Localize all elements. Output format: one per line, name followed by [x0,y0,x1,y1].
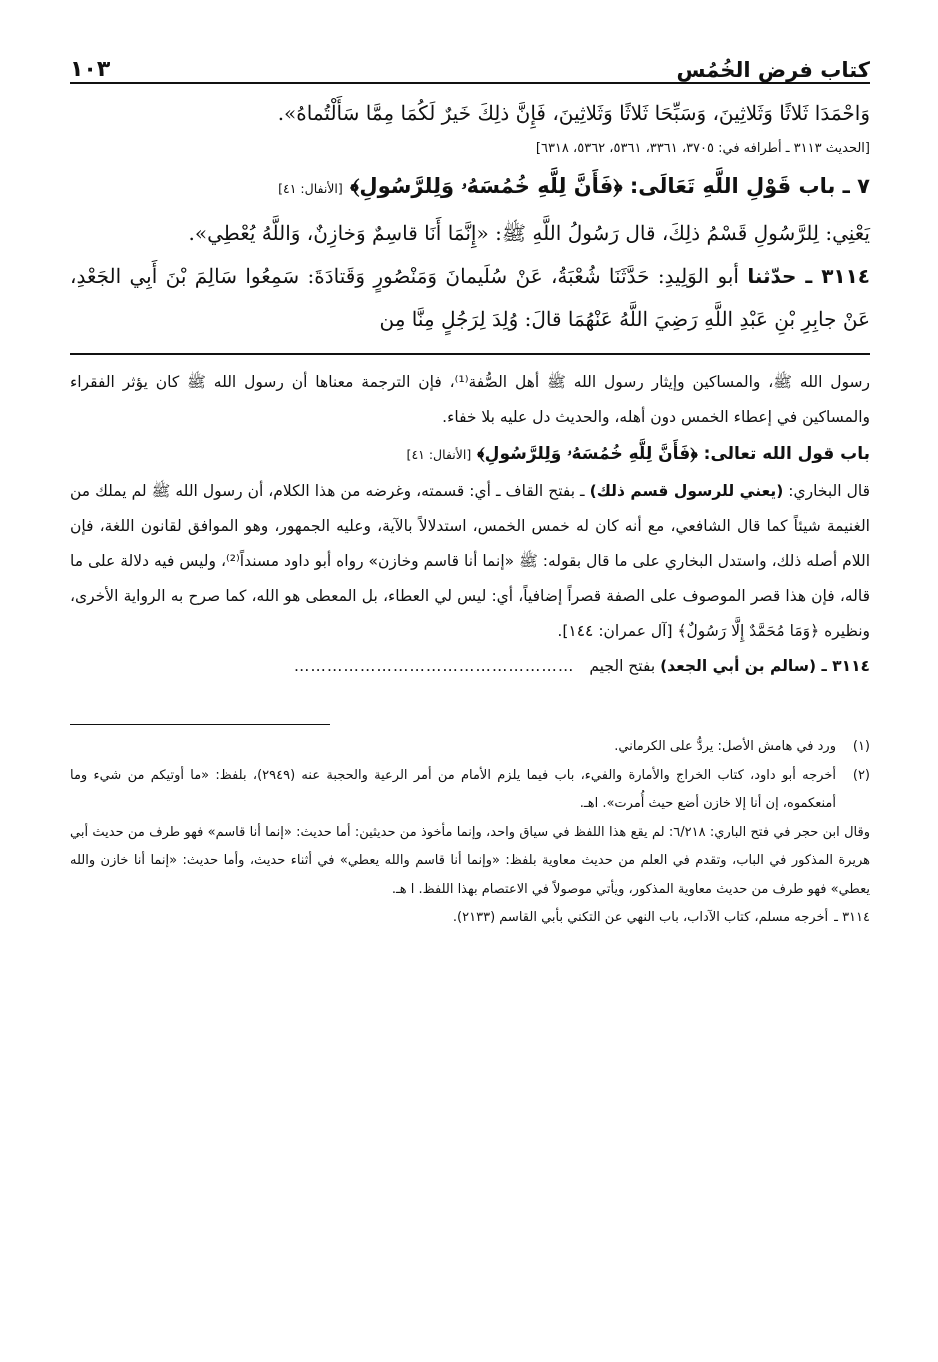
commentary-heading-title: باب قول الله تعالى: ﴿فَأَنَّ لِلَّهِ خُمُسَهُۥ وَلِلرَّسُولِ﴾ [477,444,870,464]
footnote-text: أخرجه مسلم، كتاب الآداب، باب النهي عن التكني بأبي القاسم (٢١٣٣). [452,910,829,925]
footnote-divider [70,724,330,725]
main-text [70,92,870,341]
commentary-body: ـ بفتح القاف ـ أي: قسمته، وغرضه من هذا الكلام، أن رسول الله ﷺ لم يملك من الغنيمة شيئاً كما قال الشافعي، مع أنه كان له خمس الخمس، استدلالاً بالآية، وعليه الجمهور، وهو الموافق لقانون اللغة، فإن اللام أصله ذلك، واستدل البخاري على ما قال بقوله: ﷺ «إنما أنا قاسم وخازن» رواه أبو داود مسنداً⁽²⁾، وليس فيه دلالة على ما قاله، فإن هذا قصر الموصوف على الصفة قصراً إضافياً، أي: ليس لي العطاء، بل المعطى هو الله، كما صرح به الرواية الأخرى، ونظيره ﴿وَمَا مُحَمَّدٌ إِلَّا رَسُولٌ﴾ [آل عمران: ١٤٤]. [70,482,870,640]
hadith-chain: أبو الوَلِيدِ: حَدَّثَنَا شُعْبَةُ، عَنْ سُلَيمانَ وَمَنْصُورٍ وَقَتادَةَ: سَمِعُوا سَالِمَ بْنَ أَبِي الجَعْدِ، عَنْ جابِرِ بْنِ عَبْدِ اللَّهِ رَضِيَ اللَّهُ عَنْهُمَا قالَ: وُلِدَ لِرَجُلٍ مِنَّا مِن [70,264,870,331]
running-title: كتاب فرض الخُمُس [676,58,870,82]
page [70,40,870,1330]
footnote-number: (٢) [852,767,870,783]
footnote-number: ٣١١٤ ـ [834,910,870,925]
commentary-heading [70,435,870,474]
footnote-item [70,762,870,819]
footnote-item [70,733,870,762]
hadith-text-continued: وَاحْمَدَا ثَلاثًا وَثَلاثِينَ، وَسَبِّحَا ثَلاثًا وَثَلاثِينَ، فَإِنَّ ذلِكَ خَيرٌ لَكُمَا مِمَّا سَأَلْتُماهُ». [277,101,870,125]
commentary-explanation [70,474,870,649]
hadith-number: ٣١١٤ ـ حدّثنا [747,264,871,288]
section-divider [70,353,870,355]
hadith-reference: [الحديث ٣١١٣ ـ أطرافه في: ٣٧٠٥، ٣٣٦١، ٥٣٦١، ٥٣٦٢، ٦٣١٨] [535,141,870,156]
commentary-3114 [70,649,870,684]
page-number: ١٠٣ [70,57,111,82]
footnote-item [70,904,870,933]
chapter-title: ٧ ـ باب قَوْلِ اللَّهِ تَعَالَى: ﴿فَأَنَّ لِلَّهِ خُمُسَهُۥ وَلِلرَّسُولِ﴾ [350,174,870,198]
commentary-quote: (يعني للرسول قسم ذلك) [589,482,784,500]
chapter-verse-ref: [الأنفال: ٤١] [278,181,343,196]
footnote-continuation: وقال ابن حجر في فتح الباري: ٦/٢١٨: لم يقع هذا اللفظ في سياق واحد، وإنما مأخوذ من حديثين: أما حديث: «إنما أنا قاسم» فهو طرف من حديث أبي هريرة المذكور في الباب، وتقدم في العلم من حديث معاوية بلفظ: «وإنما أنا قاسم والله يعطي» في أثناء حديث، وأما حديث: «إنما أنا خازن والله يعطي» فهو طرف من حديث معاوية المذكور، ويأتي موصولاً في الاعتصام بهذا اللفظ. ا هـ. [70,824,870,897]
footnote-text: أخرجه أبو داود، كتاب الخراج والأمارة والفيء، باب فيما يلزم الأمام من أمر الرعية والحجبة عنه (٢٩٤٩)، بلفظ: «ما أوتيكم من شيء وما أمنعكموه، إن أنا إلا خازن أضع حيث أُمرت». اهـ. [70,767,837,811]
footnote-text: ورد في هامش الأصل: يردُّ على الكرماني. [614,739,836,754]
chapter-explanation: يَعْنِي: لِلرَّسُولِ قَسْمُ ذلِكَ، قال رَسُولُ اللَّهِ ﷺ: «إِنَّمَا أَنَا قاسِمٌ وَخازِنٌ، وَاللَّهُ يُعْطِي». [188,221,870,245]
hadith-3114 [70,255,870,341]
commentary-hadith-note: بفتح الجيم [589,657,656,675]
footnote-number: (١) [852,739,870,754]
commentary-heading-ref: [الأنفال: ٤١] [406,447,472,462]
commentary-paragraph: رسول الله ﷺ، والمساكين وإيثار رسول الله ﷺ أهل الصُّفة⁽¹⁾، فإن الترجمة معناها أن رسول الله ﷺ كان يؤثر الفقراء والمساكين في إعطاء الخمس دون أهله، والحديث دل عليه بلا خفاء. [70,373,870,426]
commentary [70,365,870,684]
footnotes [70,733,870,933]
commentary-hadith-label: ٣١١٤ ـ (سالم بن أبي الجعد) [660,657,870,675]
dotted-leader: …………………………………………… [293,657,575,675]
chapter-heading [70,163,870,212]
commentary-lead: قال البخاري: [788,482,870,500]
page-header [70,40,870,84]
